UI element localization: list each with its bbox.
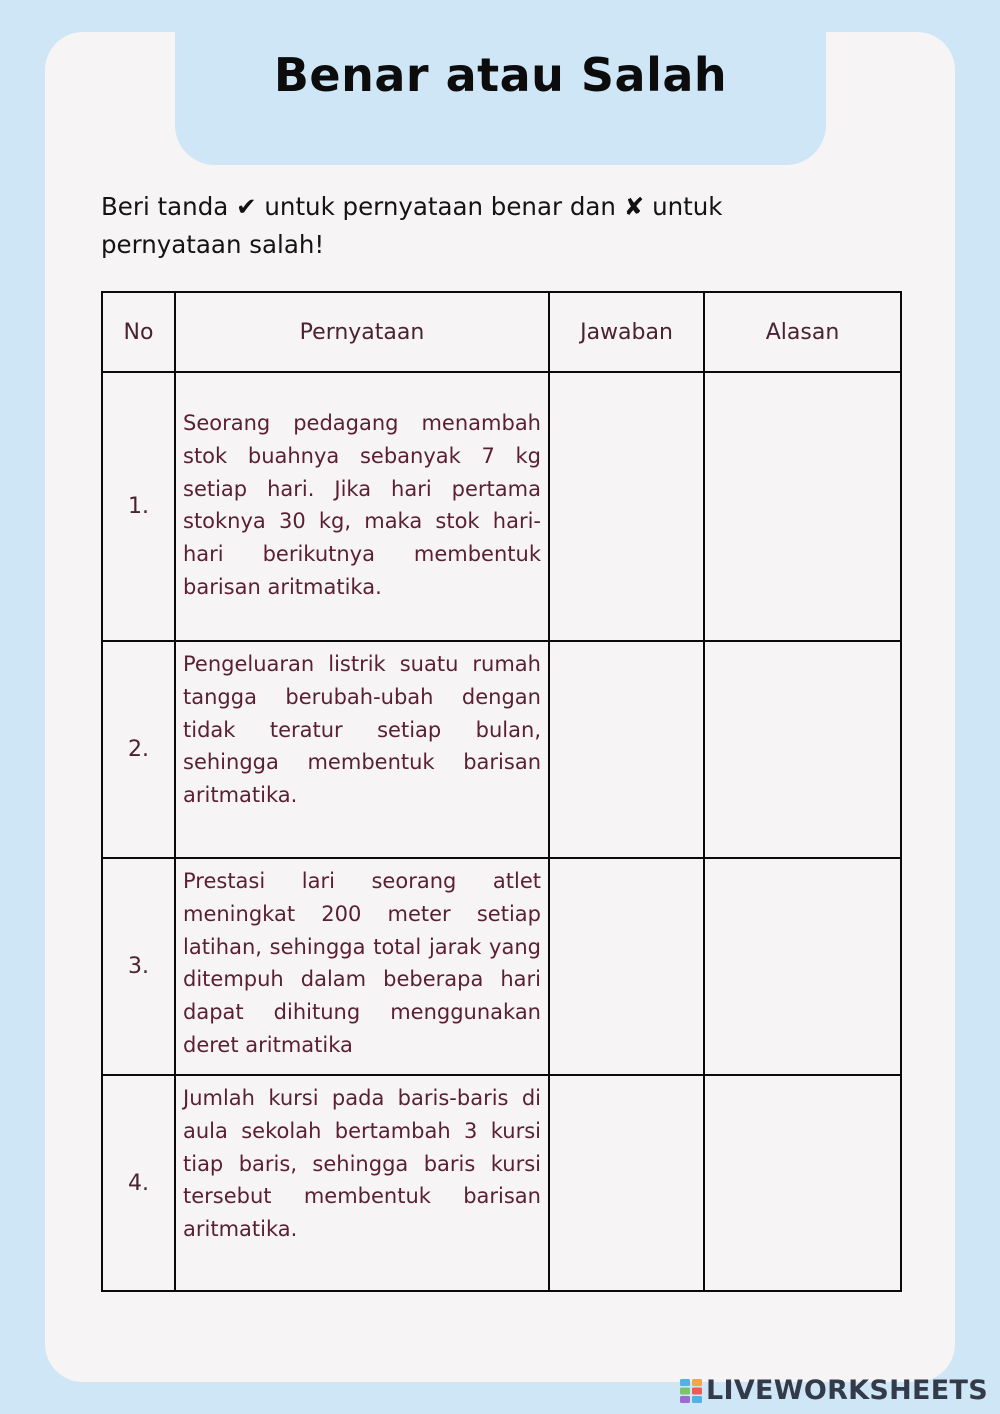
statement-cell	[175, 858, 549, 1075]
row-number: 4.	[102, 1075, 175, 1291]
statement-text: Pengeluaran listrik suatu rumah tangga berubah-ubah dengan tidak teratur setiap bulan, sehingga membentuk barisan aritmatika.	[183, 652, 541, 808]
table-row	[102, 1075, 901, 1291]
liveworksheets-logo[interactable]	[680, 1375, 988, 1406]
statement-text: Jumlah kursi pada baris-baris di aula sekolah bertambah 3 kursi tiap baris, sehingga baris kursi tersebut membentuk barisan aritmatika.	[183, 1086, 541, 1242]
jawaban-cell[interactable]	[549, 372, 704, 641]
table-row	[102, 858, 901, 1075]
logo-wordmark: LIVEWORKSHEETS	[705, 1375, 988, 1406]
header-pernyataan: Pernyataan	[175, 292, 549, 372]
header-jawaban: Jawaban	[549, 292, 704, 372]
jawaban-cell[interactable]	[549, 1075, 704, 1291]
instruction-text	[101, 188, 821, 264]
cross-mark-icon: ✘	[623, 192, 645, 221]
instruction-part-1: Beri tanda	[101, 192, 229, 221]
alasan-cell[interactable]	[704, 641, 901, 858]
statement-text: Seorang pedagang menambah stok buahnya sebanyak 7 kg setiap hari. Jika hari pertama stoknya 30 kg, maka stok hari-hari berikutnya membentuk barisan aritmatika.	[183, 411, 541, 599]
statement-cell	[175, 372, 549, 641]
statement-table	[101, 291, 902, 1292]
row-number: 2.	[102, 641, 175, 858]
statement-cell	[175, 641, 549, 858]
alasan-cell[interactable]	[704, 1075, 901, 1291]
alasan-cell[interactable]	[704, 372, 901, 641]
jawaban-cell[interactable]	[549, 858, 704, 1075]
check-mark-icon: ✔	[236, 192, 257, 221]
statement-text: Prestasi lari seorang atlet meningkat 200 meter setiap latihan, sehingga total jarak yang ditempuh dalam beberapa hari dapat dihitung menggunakan deret aritmatika	[183, 869, 541, 1057]
table-row	[102, 372, 901, 641]
jawaban-cell[interactable]	[549, 641, 704, 858]
header-no: No	[102, 292, 175, 372]
statement-cell	[175, 1075, 549, 1291]
page-title: Benar atau Salah	[273, 48, 728, 102]
row-number: 3.	[102, 858, 175, 1075]
table-header-row	[102, 292, 901, 372]
row-number: 1.	[102, 372, 175, 641]
instruction-part-3: untuk pernyataan salah!	[101, 192, 723, 259]
instruction-part-2: untuk pernyataan benar dan	[264, 192, 616, 221]
alasan-cell[interactable]	[704, 858, 901, 1075]
header-alasan: Alasan	[704, 292, 901, 372]
liveworksheets-logo-icon	[680, 1379, 702, 1403]
table-row	[102, 641, 901, 858]
